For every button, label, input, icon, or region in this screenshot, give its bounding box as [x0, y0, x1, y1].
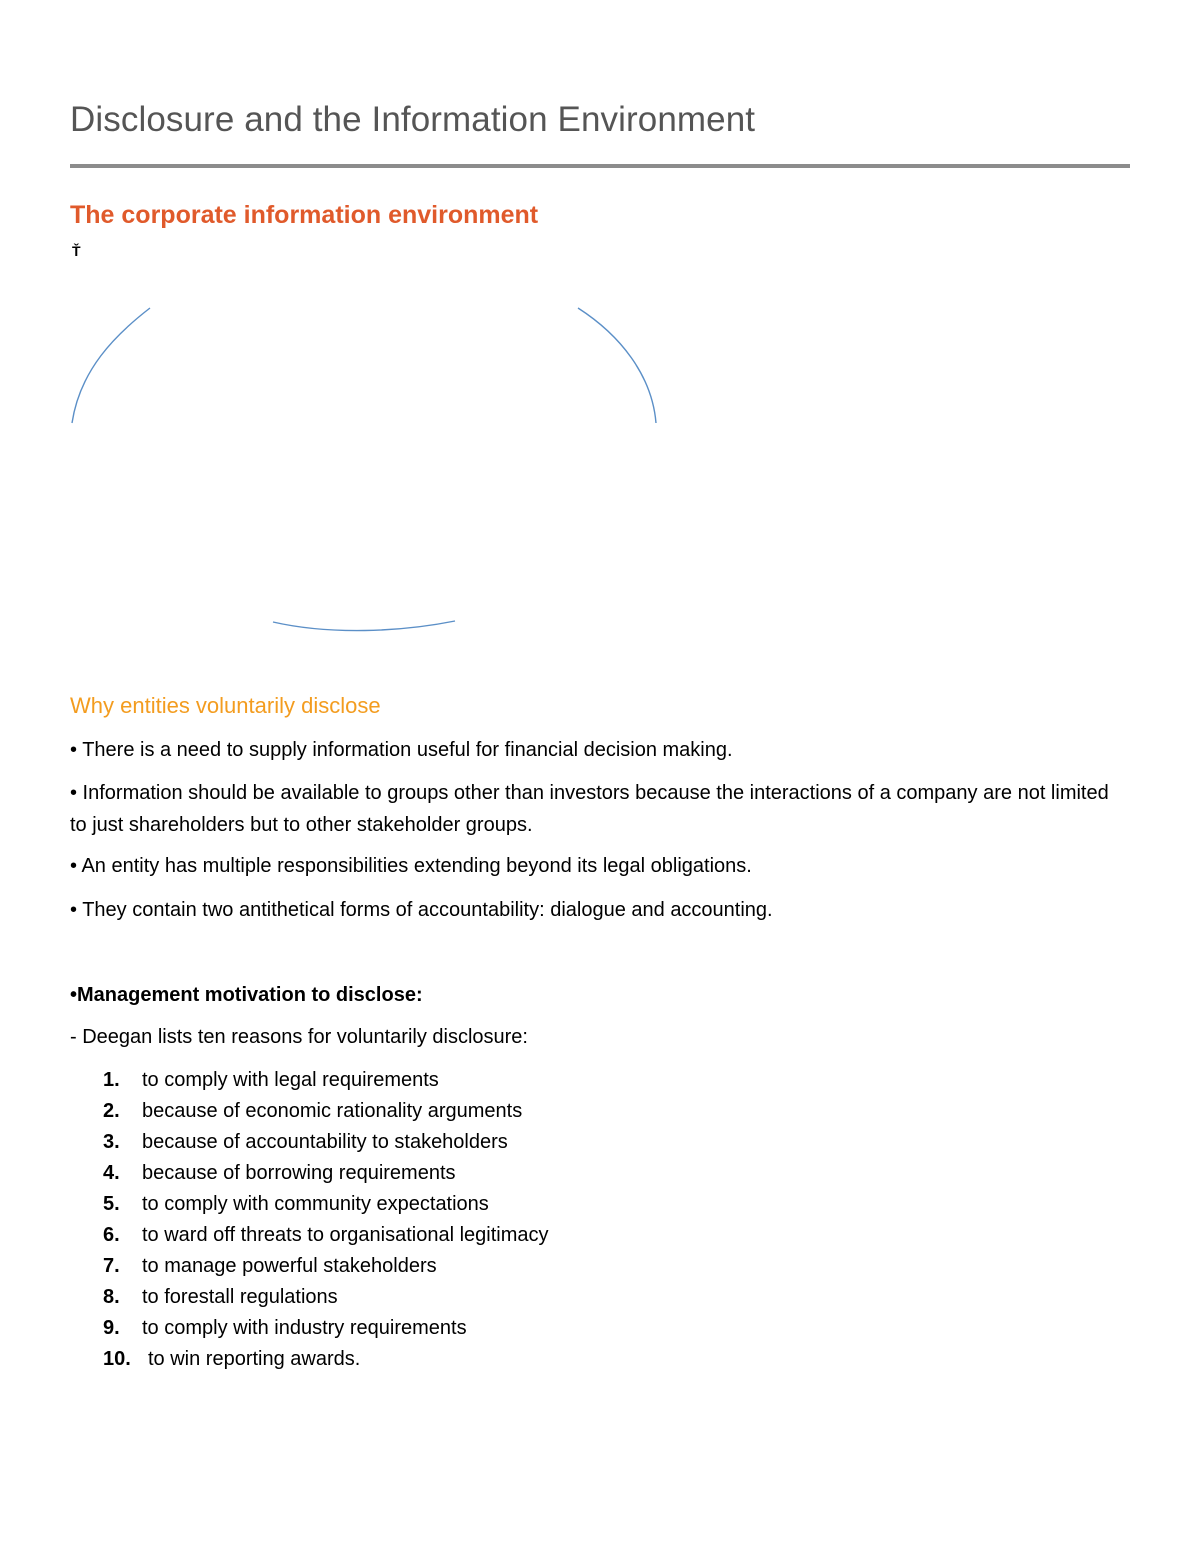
list-text: to comply with industry requirements	[142, 1317, 467, 1339]
sub-heading: Why entities voluntarily disclose	[70, 693, 381, 718]
list-number: 9.	[103, 1317, 120, 1339]
list-number: 7.	[103, 1255, 120, 1277]
bullet-paragraph: • They contain two antithetical forms of accountability: dialogue and accounting.	[70, 899, 773, 921]
stray-glyph: Ť	[72, 243, 81, 259]
list-text: because of economic rationality arguments	[142, 1100, 523, 1122]
diagram-arc-bottom	[273, 621, 455, 631]
list-text: to comply with community expectations	[142, 1193, 489, 1215]
title-divider	[70, 164, 1130, 168]
bullet-paragraph: • There is a need to supply information useful for financial decision making.	[70, 739, 733, 761]
list-number: 4.	[103, 1162, 120, 1184]
section-heading: The corporate information environment	[70, 201, 539, 229]
list-text: because of accountability to stakeholders	[142, 1131, 508, 1153]
list-number: 10.	[103, 1348, 131, 1370]
list-number: 6.	[103, 1224, 120, 1246]
document-title: Disclosure and the Information Environment	[70, 100, 756, 139]
list-number: 3.	[103, 1131, 120, 1153]
list-text: to forestall regulations	[142, 1286, 338, 1308]
list-text: to manage powerful stakeholders	[142, 1255, 437, 1277]
list-text: because of borrowing requirements	[142, 1162, 456, 1184]
management-heading: •Management motivation to disclose:	[70, 984, 423, 1006]
diagram-arc-right	[578, 308, 656, 423]
list-number: 1.	[103, 1069, 120, 1091]
deegan-intro: - Deegan lists ten reasons for voluntarily disclosure:	[70, 1026, 528, 1048]
list-number: 5.	[103, 1193, 120, 1215]
information-environment-diagram	[60, 290, 670, 650]
list-number: 2.	[103, 1100, 120, 1122]
diagram-arc-left	[72, 308, 150, 423]
list-text: to ward off threats to organisational legitimacy	[142, 1224, 549, 1246]
bullet-paragraph: • An entity has multiple responsibilities extending beyond its legal obligations.	[70, 855, 752, 877]
list-text: to win reporting awards.	[148, 1348, 361, 1370]
bullet-paragraph: • Information should be available to groups other than investors because the interactions of a company are not limited to just shareholders but to other stakeholder groups.	[70, 782, 1109, 836]
list-number: 8.	[103, 1286, 120, 1308]
list-text: to comply with legal requirements	[142, 1069, 439, 1091]
